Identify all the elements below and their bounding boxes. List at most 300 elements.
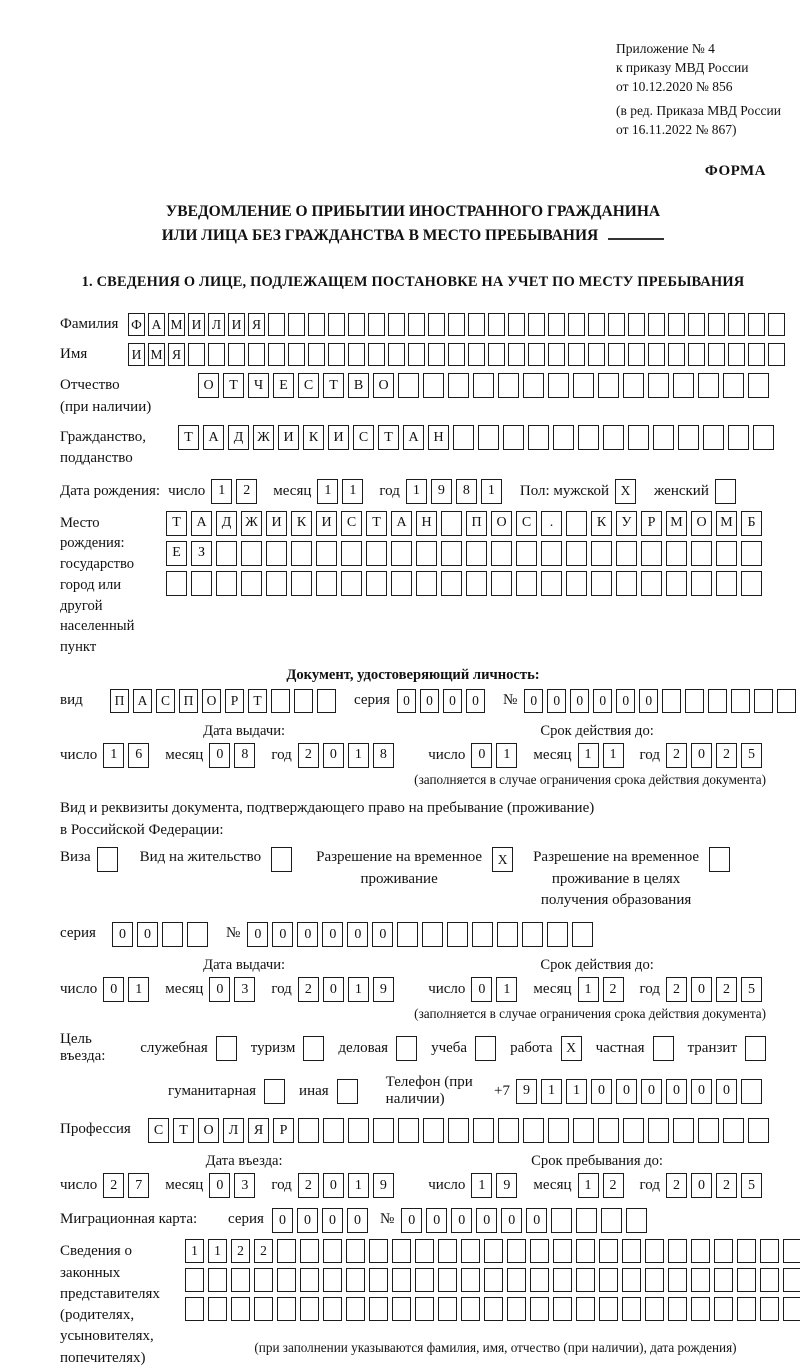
surname-cell[interactable] [268, 313, 285, 336]
representative-cell[interactable] [300, 1239, 319, 1263]
representative-cell[interactable] [576, 1297, 595, 1321]
surname-cell[interactable] [308, 313, 325, 336]
stay-day-cell[interactable]: 1 [471, 1173, 492, 1198]
sex-female-checkbox[interactable] [715, 479, 736, 504]
doc-type-cell[interactable] [294, 689, 313, 713]
sex-male-checkbox[interactable] [615, 479, 636, 504]
profession-cell[interactable] [373, 1118, 394, 1143]
representative-cell[interactable] [300, 1297, 319, 1321]
birth-place-cell[interactable]: О [491, 511, 512, 536]
representatives-row1-cells[interactable] [185, 1239, 800, 1263]
rvp-issue-day-cell[interactable]: 0 [103, 977, 124, 1002]
surname-cell[interactable] [588, 313, 605, 336]
given-name-cell[interactable] [648, 343, 665, 366]
citizenship-cell[interactable]: И [278, 425, 299, 450]
citizenship-cell[interactable]: Н [428, 425, 449, 450]
citizenship-cell[interactable] [603, 425, 624, 450]
representative-cell[interactable] [461, 1297, 480, 1321]
representative-cell[interactable] [369, 1239, 388, 1263]
representative-cell[interactable] [415, 1268, 434, 1292]
id-valid-day-cell[interactable]: 0 [471, 743, 492, 768]
doc-number-cell[interactable]: 0 [639, 689, 658, 713]
phone-cell[interactable]: 0 [691, 1079, 712, 1104]
rvp-valid-day-cells[interactable] [471, 977, 521, 1002]
representative-cell[interactable] [392, 1268, 411, 1292]
rvp-series-cell[interactable]: 0 [112, 922, 133, 947]
entry-day-cell[interactable]: 7 [128, 1173, 149, 1198]
stay-year-cells[interactable] [666, 1173, 766, 1198]
profession-cell[interactable] [423, 1118, 444, 1143]
rvp-issue-month-cell[interactable]: 3 [234, 977, 255, 1002]
given-name-cell[interactable] [388, 343, 405, 366]
rvp-number-cell[interactable] [472, 922, 493, 947]
phone-cell[interactable]: 0 [666, 1079, 687, 1104]
doc-type-cell[interactable]: Т [248, 689, 267, 713]
birth-place-cell[interactable]: К [591, 511, 612, 536]
patronymic-cell[interactable] [498, 373, 519, 398]
surname-cell[interactable] [768, 313, 785, 336]
representative-cell[interactable] [645, 1239, 664, 1263]
birth-place-cell[interactable] [441, 541, 462, 566]
rvp-valid-year-cell[interactable]: 2 [716, 977, 737, 1002]
representative-cell[interactable] [668, 1297, 687, 1321]
surname-cell[interactable] [388, 313, 405, 336]
representative-cell[interactable] [484, 1297, 503, 1321]
representative-cell[interactable] [392, 1239, 411, 1263]
birth-place-cell[interactable] [216, 541, 237, 566]
surname-cell[interactable] [368, 313, 385, 336]
representative-cell[interactable] [415, 1297, 434, 1321]
entry-year-cells[interactable] [298, 1173, 398, 1198]
doc-series-cell[interactable]: 0 [397, 689, 416, 713]
given-name-cell[interactable] [288, 343, 305, 366]
citizenship-cell[interactable] [578, 425, 599, 450]
id-valid-day-cells[interactable] [471, 743, 521, 768]
representative-cell[interactable] [438, 1297, 457, 1321]
birth-place-cell[interactable] [216, 571, 237, 596]
representative-cell[interactable] [760, 1268, 779, 1292]
id-valid-month-cells[interactable] [578, 743, 628, 768]
migration-number-cell[interactable] [551, 1208, 572, 1233]
representative-cell[interactable] [622, 1268, 641, 1292]
representative-cell[interactable] [323, 1297, 342, 1321]
id-issue-year-cell[interactable]: 0 [323, 743, 344, 768]
rvp-issue-month-cell[interactable]: 0 [209, 977, 230, 1002]
birth-place-cell[interactable] [591, 571, 612, 596]
purpose-official-checkbox[interactable] [216, 1036, 237, 1061]
representative-cell[interactable] [622, 1297, 641, 1321]
doc-series-cells[interactable] [397, 689, 489, 713]
profession-cell[interactable] [523, 1118, 544, 1143]
citizenship-cell[interactable]: А [403, 425, 424, 450]
given-name-cell[interactable] [348, 343, 365, 366]
representative-cell[interactable] [783, 1239, 800, 1263]
rvp-issue-year-cell[interactable]: 1 [348, 977, 369, 1002]
migration-number-cell[interactable] [626, 1208, 647, 1233]
stay-day-cells[interactable] [471, 1173, 521, 1198]
citizenship-cell[interactable] [553, 425, 574, 450]
representative-cell[interactable] [323, 1239, 342, 1263]
doc-number-cell[interactable]: 0 [524, 689, 543, 713]
rvp-issue-day-cells[interactable] [103, 977, 153, 1002]
doc-type-cell[interactable]: Р [225, 689, 244, 713]
migration-number-cell[interactable]: 0 [526, 1208, 547, 1233]
representative-cell[interactable] [737, 1239, 756, 1263]
surname-cell[interactable] [468, 313, 485, 336]
birth-place-cell[interactable] [591, 541, 612, 566]
rvp-number-cell[interactable] [547, 922, 568, 947]
representative-cell[interactable] [737, 1268, 756, 1292]
birth-place-cell[interactable]: И [316, 511, 337, 536]
birth-place-cell[interactable] [566, 541, 587, 566]
birth-place-cell[interactable]: Т [366, 511, 387, 536]
profession-cell[interactable] [573, 1118, 594, 1143]
patronymic-cell[interactable] [748, 373, 769, 398]
stay-month-cell[interactable]: 1 [578, 1173, 599, 1198]
given-name-cell[interactable] [248, 343, 265, 366]
doc-series-cell[interactable]: 0 [420, 689, 439, 713]
patronymic-cells[interactable] [198, 373, 773, 398]
id-valid-year-cell[interactable]: 5 [741, 743, 762, 768]
birth-place-cell[interactable] [716, 541, 737, 566]
birth-place-cell[interactable] [366, 541, 387, 566]
entry-day-cell[interactable]: 2 [103, 1173, 124, 1198]
birth-place-cell[interactable] [716, 571, 737, 596]
phone-cell[interactable]: 1 [566, 1079, 587, 1104]
representative-cell[interactable] [277, 1239, 296, 1263]
doc-number-cell[interactable]: 0 [616, 689, 635, 713]
patronymic-cell[interactable]: Ч [248, 373, 269, 398]
stay-month-cells[interactable] [578, 1173, 628, 1198]
birth-year-cell[interactable]: 8 [456, 479, 477, 504]
rvp-valid-year-cells[interactable] [666, 977, 766, 1002]
representative-cell[interactable] [576, 1239, 595, 1263]
citizenship-cell[interactable] [628, 425, 649, 450]
migration-series-cell[interactable]: 0 [297, 1208, 318, 1233]
rvp-valid-year-cell[interactable]: 0 [691, 977, 712, 1002]
representative-cell[interactable] [783, 1268, 800, 1292]
purpose-tourism-checkbox[interactable] [303, 1036, 324, 1061]
given-name-cell[interactable] [568, 343, 585, 366]
birth-place-cell[interactable]: . [541, 511, 562, 536]
stay-year-cell[interactable]: 2 [666, 1173, 687, 1198]
given-name-cell[interactable]: М [148, 343, 165, 366]
patronymic-cell[interactable]: В [348, 373, 369, 398]
purpose-humanitarian-checkbox[interactable] [264, 1079, 285, 1104]
representative-cell[interactable] [461, 1239, 480, 1263]
purpose-other-checkbox[interactable] [337, 1079, 358, 1104]
patronymic-cell[interactable] [673, 373, 694, 398]
profession-cell[interactable]: О [198, 1118, 219, 1143]
entry-month-cell[interactable]: 3 [234, 1173, 255, 1198]
representative-cell[interactable] [599, 1268, 618, 1292]
patronymic-cell[interactable]: О [198, 373, 219, 398]
patronymic-cell[interactable] [623, 373, 644, 398]
citizenship-cell[interactable] [478, 425, 499, 450]
given-name-cell[interactable] [708, 343, 725, 366]
given-name-cell[interactable] [528, 343, 545, 366]
representative-cell[interactable] [277, 1297, 296, 1321]
profession-cell[interactable]: Л [223, 1118, 244, 1143]
temp-residence-education-checkbox[interactable] [709, 847, 730, 872]
birth-day-cell[interactable]: 1 [211, 479, 232, 504]
citizenship-cells[interactable] [178, 425, 778, 450]
id-issue-month-cell[interactable]: 0 [209, 743, 230, 768]
profession-cell[interactable] [498, 1118, 519, 1143]
birth-place-cell[interactable]: Н [416, 511, 437, 536]
purpose-study-checkbox[interactable] [475, 1036, 496, 1061]
residence-permit-checkbox[interactable] [271, 847, 292, 872]
representative-cell[interactable] [484, 1239, 503, 1263]
doc-number-cell[interactable] [731, 689, 750, 713]
representatives-row3-cells[interactable] [185, 1297, 800, 1321]
birth-place-cell[interactable]: С [341, 511, 362, 536]
representative-cell[interactable] [553, 1268, 572, 1292]
representative-cell[interactable] [691, 1239, 710, 1263]
representative-cell[interactable] [622, 1239, 641, 1263]
birth-place-cell[interactable]: И [266, 511, 287, 536]
doc-number-cell[interactable] [685, 689, 704, 713]
birth-place-cell[interactable]: Т [166, 511, 187, 536]
given-name-cell[interactable] [588, 343, 605, 366]
entry-year-cell[interactable]: 1 [348, 1173, 369, 1198]
rvp-valid-month-cell[interactable]: 2 [603, 977, 624, 1002]
representative-cell[interactable] [208, 1297, 227, 1321]
surname-cell[interactable] [328, 313, 345, 336]
given-name-cell[interactable] [448, 343, 465, 366]
profession-cell[interactable]: Я [248, 1118, 269, 1143]
birth-place-cell[interactable] [666, 541, 687, 566]
phone-cells[interactable] [516, 1079, 766, 1104]
given-name-cell[interactable] [268, 343, 285, 366]
representative-cell[interactable] [507, 1268, 526, 1292]
migration-number-cell[interactable]: 0 [476, 1208, 497, 1233]
id-valid-month-cell[interactable]: 1 [578, 743, 599, 768]
profession-cell[interactable] [548, 1118, 569, 1143]
entry-month-cell[interactable]: 0 [209, 1173, 230, 1198]
given-name-cell[interactable]: Я [168, 343, 185, 366]
rvp-valid-year-cell[interactable]: 5 [741, 977, 762, 1002]
id-issue-year-cells[interactable] [298, 743, 398, 768]
birth-place-cell[interactable] [516, 571, 537, 596]
birth-place-cell[interactable] [616, 571, 637, 596]
id-valid-year-cells[interactable] [666, 743, 766, 768]
surname-cell[interactable]: А [148, 313, 165, 336]
representative-cell[interactable] [277, 1268, 296, 1292]
entry-year-cell[interactable]: 0 [323, 1173, 344, 1198]
rvp-number-cell[interactable]: 0 [372, 922, 393, 947]
doc-number-cell[interactable] [777, 689, 796, 713]
doc-series-cell[interactable]: 0 [443, 689, 462, 713]
birth-place-cell[interactable] [291, 541, 312, 566]
rvp-number-cell[interactable] [522, 922, 543, 947]
birth-place-cell[interactable]: Д [216, 511, 237, 536]
profession-cell[interactable] [748, 1118, 769, 1143]
doc-number-cells[interactable] [524, 689, 800, 713]
temp-residence-checkbox[interactable] [492, 847, 513, 872]
given-name-cell[interactable] [308, 343, 325, 366]
purpose-study-checkbox[interactable] [475, 1036, 496, 1061]
doc-number-cell[interactable] [754, 689, 773, 713]
surname-cell[interactable] [448, 313, 465, 336]
birth-place-cell[interactable] [441, 571, 462, 596]
rvp-series-cell[interactable] [187, 922, 208, 947]
profession-cell[interactable] [398, 1118, 419, 1143]
migration-number-cell[interactable]: 0 [426, 1208, 447, 1233]
representative-cell[interactable] [691, 1297, 710, 1321]
patronymic-cell[interactable]: С [298, 373, 319, 398]
profession-cell[interactable]: С [148, 1118, 169, 1143]
migration-number-cell[interactable]: 0 [401, 1208, 422, 1233]
citizenship-cell[interactable] [728, 425, 749, 450]
doc-number-cell[interactable] [708, 689, 727, 713]
citizenship-cell[interactable] [528, 425, 549, 450]
representative-cell[interactable] [507, 1297, 526, 1321]
given-name-cell[interactable] [468, 343, 485, 366]
profession-cell[interactable] [598, 1118, 619, 1143]
migration-series-cell[interactable]: 0 [272, 1208, 293, 1233]
representative-cell[interactable] [576, 1268, 595, 1292]
migration-number-cell[interactable]: 0 [451, 1208, 472, 1233]
rvp-number-cell[interactable] [572, 922, 593, 947]
purpose-tourism-checkbox[interactable] [303, 1036, 324, 1061]
patronymic-cell[interactable]: О [373, 373, 394, 398]
representative-cell[interactable] [438, 1268, 457, 1292]
representative-cell[interactable] [415, 1239, 434, 1263]
representatives-row2-cells[interactable] [185, 1268, 800, 1292]
phone-cell[interactable] [741, 1079, 762, 1104]
birth-place-cell[interactable] [541, 541, 562, 566]
surname-cell[interactable] [628, 313, 645, 336]
rvp-series-cell[interactable] [162, 922, 183, 947]
birth-place-cell[interactable]: С [516, 511, 537, 536]
citizenship-cell[interactable]: С [353, 425, 374, 450]
birth-day-cell[interactable]: 2 [236, 479, 257, 504]
representative-cell[interactable] [300, 1268, 319, 1292]
rvp-number-cell[interactable] [497, 922, 518, 947]
representative-cell[interactable] [668, 1268, 687, 1292]
rvp-number-cell[interactable]: 0 [322, 922, 343, 947]
entry-day-cells[interactable] [103, 1173, 153, 1198]
birth-place-cell[interactable] [391, 541, 412, 566]
birth-place-cell[interactable] [641, 571, 662, 596]
stay-year-cell[interactable]: 2 [716, 1173, 737, 1198]
patronymic-cell[interactable] [523, 373, 544, 398]
profession-cell[interactable] [723, 1118, 744, 1143]
birth-place-cell[interactable] [566, 571, 587, 596]
representative-cell[interactable] [461, 1268, 480, 1292]
birth-place-cell[interactable] [366, 571, 387, 596]
id-issue-day-cells[interactable] [103, 743, 153, 768]
birth-place-cell[interactable]: О [691, 511, 712, 536]
birth-place-cell[interactable] [316, 571, 337, 596]
id-issue-month-cell[interactable]: 8 [234, 743, 255, 768]
given-name-cell[interactable] [428, 343, 445, 366]
given-name-cell[interactable] [408, 343, 425, 366]
patronymic-cell[interactable] [473, 373, 494, 398]
representative-cell[interactable] [783, 1297, 800, 1321]
representative-cell[interactable] [254, 1297, 273, 1321]
representative-cell[interactable] [185, 1268, 204, 1292]
id-issue-year-cell[interactable]: 2 [298, 743, 319, 768]
profession-cell[interactable] [648, 1118, 669, 1143]
representative-cell[interactable] [369, 1268, 388, 1292]
rvp-valid-year-cell[interactable]: 2 [666, 977, 687, 1002]
profession-cell[interactable] [698, 1118, 719, 1143]
id-issue-year-cell[interactable]: 8 [373, 743, 394, 768]
visa-checkbox[interactable] [97, 847, 118, 872]
id-valid-day-cell[interactable]: 1 [496, 743, 517, 768]
birth-month-cells[interactable] [317, 479, 367, 504]
patronymic-cell[interactable]: Е [273, 373, 294, 398]
profession-cell[interactable]: Т [173, 1118, 194, 1143]
given-name-cell[interactable] [488, 343, 505, 366]
citizenship-cell[interactable]: К [303, 425, 324, 450]
representative-cell[interactable] [185, 1297, 204, 1321]
representative-cell[interactable] [645, 1268, 664, 1292]
patronymic-cell[interactable] [598, 373, 619, 398]
purpose-private-checkbox[interactable] [653, 1036, 674, 1061]
rvp-issue-day-cell[interactable]: 1 [128, 977, 149, 1002]
surname-cell[interactable] [688, 313, 705, 336]
migration-number-cell[interactable] [601, 1208, 622, 1233]
citizenship-cell[interactable]: И [328, 425, 349, 450]
representative-cell[interactable] [553, 1297, 572, 1321]
citizenship-cell[interactable] [503, 425, 524, 450]
birth-place-cell[interactable]: М [666, 511, 687, 536]
profession-cell[interactable]: Р [273, 1118, 294, 1143]
rvp-number-cell[interactable] [422, 922, 443, 947]
surname-cell[interactable]: Ф [128, 313, 145, 336]
given-name-cell[interactable] [188, 343, 205, 366]
representative-cell[interactable] [323, 1268, 342, 1292]
purpose-work-checkbox[interactable] [561, 1036, 582, 1061]
entry-year-cell[interactable]: 2 [298, 1173, 319, 1198]
purpose-business-checkbox[interactable] [396, 1036, 417, 1061]
id-issue-day-cell[interactable]: 1 [103, 743, 124, 768]
surname-cell[interactable]: И [188, 313, 205, 336]
given-name-cells[interactable] [128, 343, 788, 366]
id-valid-year-cell[interactable]: 2 [716, 743, 737, 768]
representative-cell[interactable]: 1 [208, 1239, 227, 1263]
stay-day-cell[interactable]: 9 [496, 1173, 517, 1198]
birth-place-cell[interactable] [566, 511, 587, 536]
purpose-business-checkbox[interactable] [396, 1036, 417, 1061]
surname-cell[interactable]: Я [248, 313, 265, 336]
birth-place-cell[interactable] [616, 541, 637, 566]
rvp-number-cell[interactable] [397, 922, 418, 947]
birth-place-cell[interactable] [341, 541, 362, 566]
doc-number-cell[interactable] [662, 689, 681, 713]
given-name-cell[interactable]: И [128, 343, 145, 366]
rvp-valid-day-cell[interactable]: 1 [496, 977, 517, 1002]
birth-year-cells[interactable] [406, 479, 506, 504]
purpose-official-checkbox[interactable] [216, 1036, 237, 1061]
birth-place-cell[interactable] [741, 571, 762, 596]
representative-cell[interactable] [231, 1268, 250, 1292]
stay-year-cell[interactable]: 5 [741, 1173, 762, 1198]
representative-cell[interactable] [760, 1297, 779, 1321]
doc-type-cell[interactable]: О [202, 689, 221, 713]
migration-number-cell[interactable]: 0 [501, 1208, 522, 1233]
surname-cell[interactable] [508, 313, 525, 336]
birth-place-cell[interactable]: К [291, 511, 312, 536]
surname-cell[interactable]: М [168, 313, 185, 336]
representative-cell[interactable] [484, 1268, 503, 1292]
patronymic-cell[interactable] [423, 373, 444, 398]
representative-cell[interactable] [369, 1297, 388, 1321]
rvp-number-cell[interactable]: 0 [297, 922, 318, 947]
